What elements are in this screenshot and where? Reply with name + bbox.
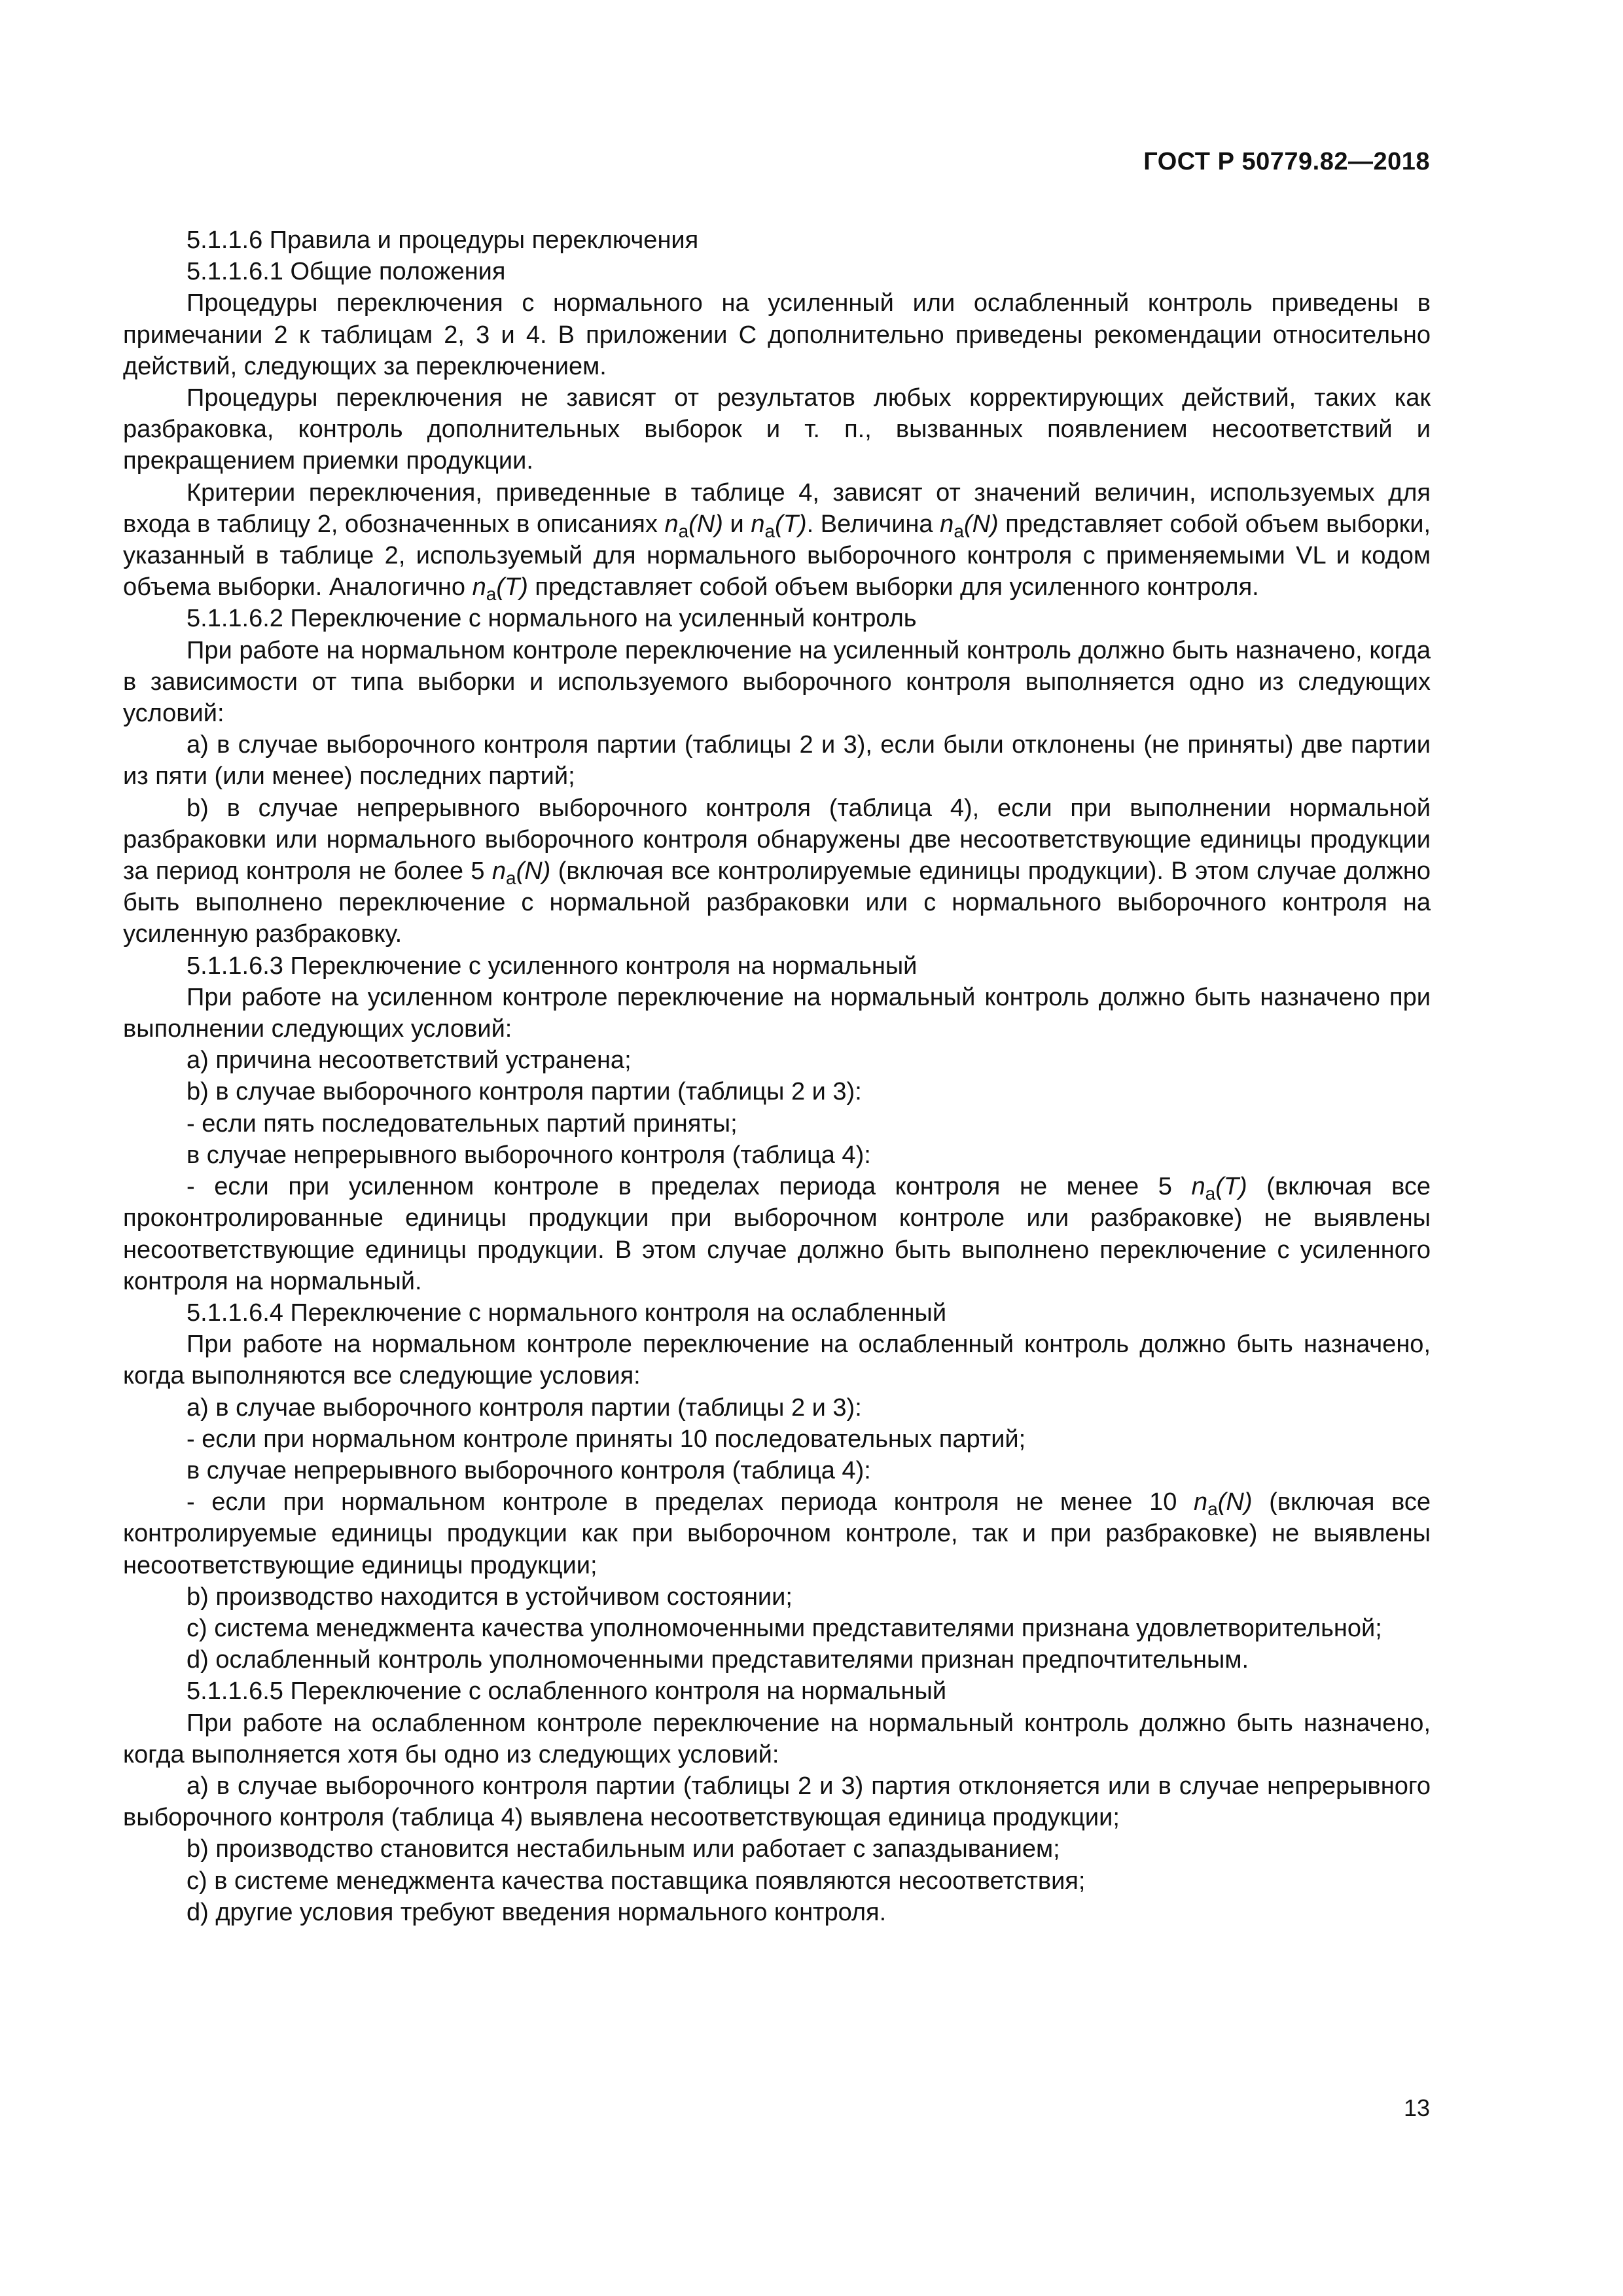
na-argument: (T) [775, 510, 807, 538]
text-run: и [722, 510, 751, 538]
na-letter: n [940, 510, 954, 538]
na-subscript: a [505, 868, 516, 889]
paragraph: При работе на ослабленном контроле переключение на нормальный контроль должно быть назначено, когда выполняется хотя бы одно из следующих условий: [123, 1709, 1431, 1768]
paragraph: При работе на нормальном контроле переключение на ослабленный контроль должно быть назначено, когда выполняются все следующие условия: [123, 1331, 1431, 1390]
na-letter: n [664, 510, 679, 538]
na-argument: (N) [963, 510, 999, 538]
text-run: представляет собой объем выборки для усиленного контроля. [527, 573, 1259, 601]
na-symbol [491, 857, 551, 889]
na-subscript: a [764, 520, 776, 541]
section-heading: 5.1.1.6.5 Переключение с ослабленного контроля на нормальный [187, 1677, 947, 1706]
list-item [123, 1486, 1431, 1581]
na-letter: n [1194, 1488, 1208, 1516]
na-symbol [1194, 1488, 1253, 1520]
na-symbol [940, 510, 999, 541]
list-item: d) ослабленный контроль уполномоченными представителями признан предпочтительным. [187, 1646, 1249, 1674]
na-symbol [472, 573, 528, 605]
paragraph: Процедуры переключения не зависят от результатов любых корректирующих действий, таких как разбраковка, контроль дополнительных выборок и т. п., вызванных появлением несоответствий и прекращением приемки продукции. [123, 384, 1431, 475]
list-item [123, 793, 1431, 950]
page-number: 13 [1403, 2094, 1430, 2121]
na-letter: n [751, 510, 765, 538]
paragraph-switching-criteria [123, 477, 1431, 603]
list-item: - если при нормальном контроле приняты 10 последовательных партий; [187, 1425, 1026, 1453]
paragraph: При работе на нормальном контроле переключение на усиленный контроль должно быть назначено, когда в зависимости от типа выборки и используемого выборочного контроля выполняется одно из следующих условий: [123, 636, 1431, 728]
na-subscript: a [1207, 1499, 1218, 1520]
na-symbol [664, 510, 723, 541]
list-item: а) в случае выборочного контроля партии (таблицы 2 и 3): [187, 1393, 862, 1422]
section-heading: 5.1.1.6.4 Переключение с нормального контроля на ослабленный [187, 1299, 947, 1327]
section-heading: 5.1.1.6.3 Переключение с усиленного контроля на нормальный [187, 952, 918, 980]
na-argument: (T) [1215, 1173, 1247, 1201]
text-run: (включая все контролируемые единицы продукции). В этом случае должно быть выполнено переключение с нормальной разбраковки или с нормального выборочного контроля на усиленную разбраковку. [123, 857, 1431, 948]
list-item: а) причина несоответствий устранена; [187, 1047, 632, 1075]
list-item: b) в случае выборочного контроля партии (таблицы 2 и 3): [187, 1078, 862, 1106]
list-item: d) другие условия требуют введения нормального контроля. [187, 1898, 887, 1926]
list-item: с) в системе менеджмента качества поставщика появляются несоответствия; [187, 1867, 1086, 1895]
na-letter: n [472, 573, 486, 601]
na-argument: (N) [1217, 1488, 1253, 1516]
text-run: представляет собой объем выборки, указанный в таблице 2, используемый для нормального выборочного контроля с применяемыми VL и кодом объема выборки. Аналогично [123, 510, 1431, 601]
document-body [123, 224, 1431, 1928]
na-symbol [1191, 1173, 1247, 1204]
text-run: (включая все проконтролированные единицы продукции при выборочном контроле или разбраковке) не выявлены несоответствующие единицы продукции. В этом случае должно быть выполнено переключение с усиленного контроля на нормальный. [123, 1173, 1431, 1295]
list-item: - если пять последовательных партий приняты; [187, 1109, 738, 1138]
na-subscript: a [954, 520, 964, 541]
na-argument: (T) [496, 573, 528, 601]
na-subscript: a [678, 520, 689, 541]
section-heading: 5.1.1.6 Правила и процедуры переключения [187, 226, 699, 254]
paragraph: Процедуры переключения с нормального на усиленный или ослабленный контроль приведены в примечании 2 к таблицам 2, 3 и 4. В приложении С дополнительно приведены рекомендации относительно действий, следующих за переключением. [123, 289, 1431, 380]
section-heading: 5.1.1.6.1 Общие положения [187, 258, 506, 286]
na-argument: (N) [516, 857, 551, 886]
na-letter: n [1191, 1173, 1205, 1201]
na-letter: n [491, 857, 506, 886]
list-item: а) в случае выборочного контроля партии (таблицы 2 и 3), если были отклонены (не приняты) две партии из пяти (или менее) последних партий; [123, 731, 1431, 791]
text-run: - если при нормальном контроле в пределах периода контроля не менее 10 [187, 1488, 1194, 1516]
text-run: Критерии переключения, приведенные в таблице 4, зависят от значений величин, используемых для входа в таблицу 2, обозначенных в описаниях [123, 478, 1431, 538]
na-argument: (N) [688, 510, 723, 538]
text-run: b) в случае непрерывного выборочного контроля (таблица 4), если при выполнении нормальной разбраковки или нормального выборочного контроля обнаружены две несоответствующие единицы продукции за период контроля не более 5 [123, 794, 1431, 886]
list-item: а) в случае выборочного контроля партии (таблицы 2 и 3) партия отклоняется или в случае непрерывного выборочного контроля (таблица 4) выявлена несоответствующая единица продукции; [123, 1772, 1431, 1832]
na-subscript: a [486, 584, 497, 605]
list-item: b) производство находится в устойчивом состоянии; [187, 1583, 793, 1611]
list-item: в случае непрерывного выборочного контроля (таблица 4): [187, 1456, 871, 1484]
text-run: (включая все контролируемые единицы продукции как при выборочном контроле, так и при разбраковке) не выявлены несоответствующие единицы продукции; [123, 1488, 1431, 1579]
na-subscript: a [1205, 1183, 1216, 1204]
text-run: - если при усиленном контроле в пределах периода контроля не менее 5 [187, 1173, 1192, 1201]
na-symbol [751, 510, 807, 541]
list-item: b) производство становится нестабильным или работает с запаздыванием; [187, 1835, 1060, 1863]
paragraph: При работе на усиленном контроле переключение на нормальный контроль должно быть назначено при выполнении следующих условий: [123, 983, 1431, 1043]
text-run: . Величина [806, 510, 940, 538]
list-item: с) система менеджмента качества уполномоченными представителями признана удовлетворительной; [187, 1614, 1382, 1642]
list-item: в случае непрерывного выборочного контроля (таблица 4): [187, 1141, 871, 1169]
document-header: ГОСТ Р 50779.82—2018 [1143, 148, 1430, 175]
section-heading: 5.1.1.6.2 Переключение с нормального на усиленный контроль [187, 605, 917, 633]
list-item [123, 1171, 1431, 1297]
